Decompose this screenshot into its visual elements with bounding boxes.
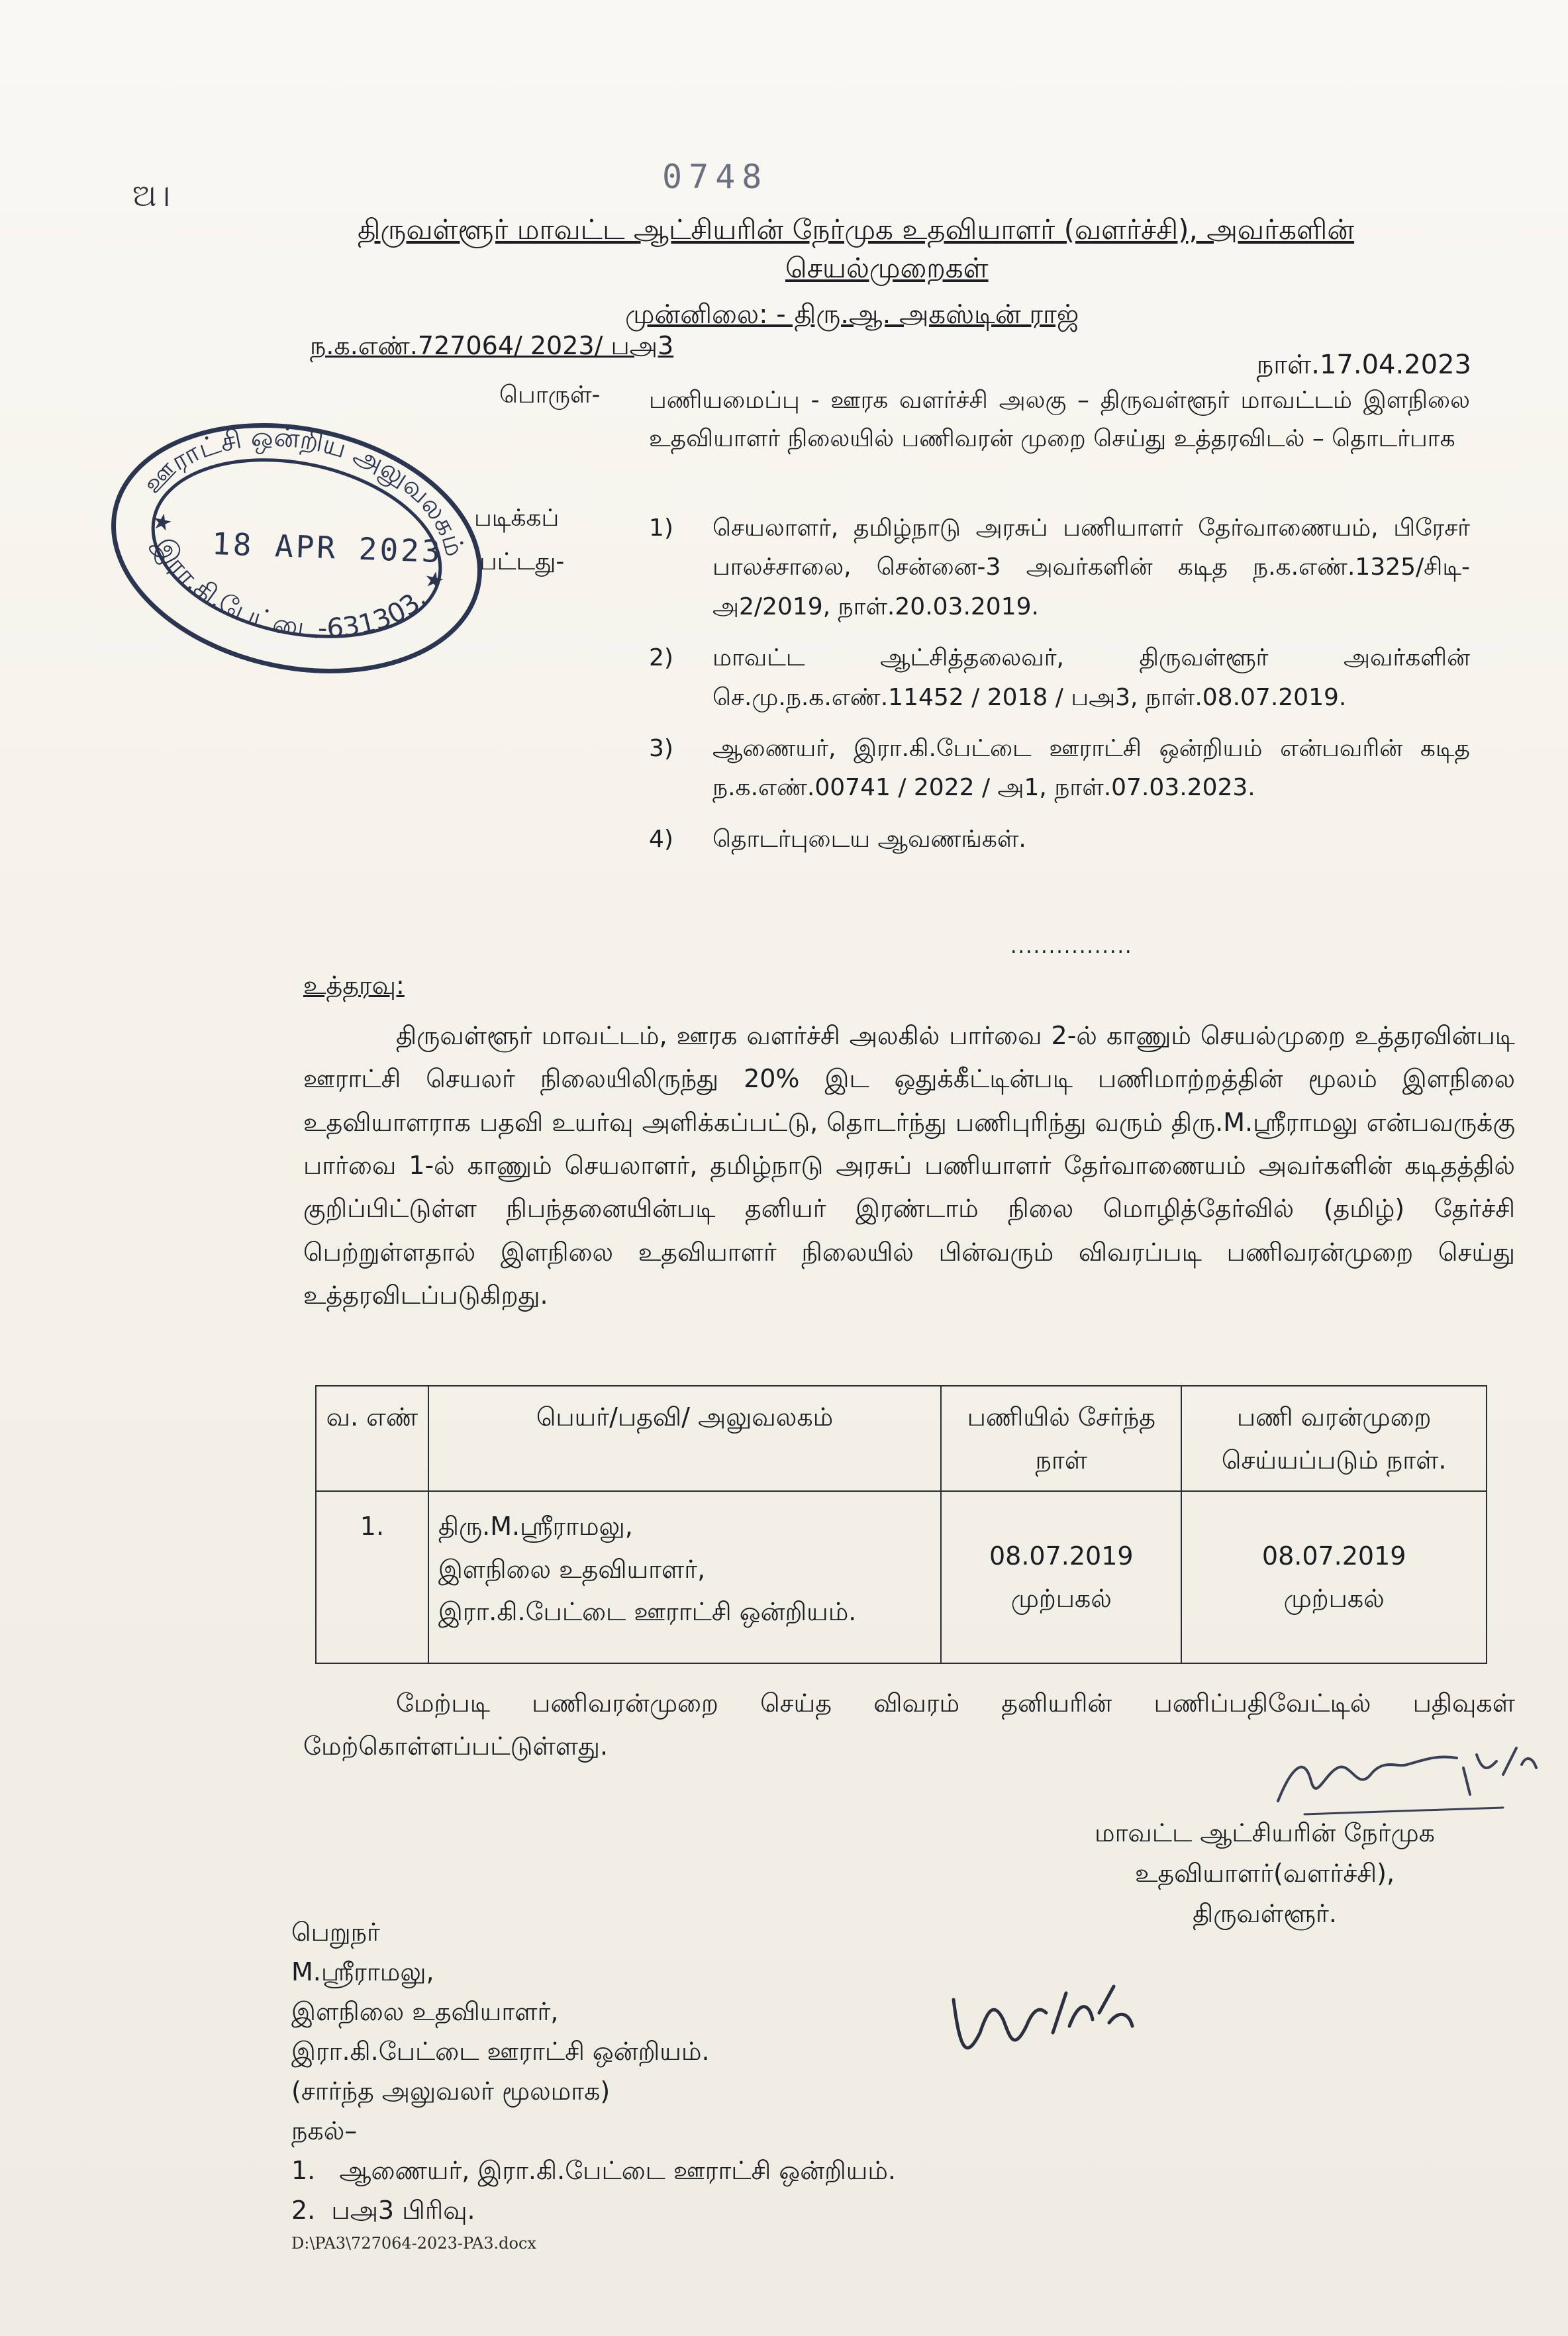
row-regularisation-cell [1181, 1491, 1487, 1663]
reference-label-2: பட்டது- [479, 548, 565, 575]
header-presence: முன்னிலை: - திரு.ஆ. அகஸ்டின் ராஜ் [625, 299, 1079, 330]
recipient-designation: இளநிலை உதவியாளர், [291, 1997, 559, 2027]
recipient-office: இரா.கி.பேட்டை ஊராட்சி ஒன்றியம். [291, 2037, 710, 2067]
row-join-session: முற்பகல் [1010, 1584, 1112, 1614]
reference-text: ஆணையர், இரா.கி.பேட்டை ஊராட்சி ஒன்றியம் என்பவரின் கடித ந.க.எண்.00741 / 2022 / அ1, நாள்.07.03.2023. [712, 734, 1470, 802]
header-proceedings: செயல்முறைகள் [785, 252, 989, 284]
seal-star-icon: ★ [149, 507, 175, 538]
table-row [316, 1491, 1487, 1663]
order-body: திருவள்ளூர் மாவட்டம், ஊரக வளர்ச்சி அலகில் பார்வை 2-ல் காணும் செயல்முறை உத்தரவின்படி ஊராட்சி செயலர் நிலையிலிருந்து 20% இட ஒதுக்கீட்டின்படி பணிமாற்றத்தின் மூலம் இளநிலை உதவியாளராக பதவி உயர்வு அளிக்கப்பட்டு, தொடர்ந்து பணிபுரிந்து வரும் திரு.M.ஸ்ரீராமலு என்பவருக்கு பார்வை 1-ல் காணும் செயலாளர், தமிழ்நாடு அரசுப் பணியாளர் தேர்வாணையம் அவர்களின் கடிதத்தில் குறிப்பிட்டுள்ள நிபந்தனையின்படி தனியர் இரண்டாம் நிலை மொழித்தேர்வில் (தமிழ்) தேர்ச்சி பெற்றுள்ளதால் இளநிலை உதவியாளர் நிலையில் பின்வரும் விவரப்படி பணிவரன்முறை செய்து உத்தரவிடப்படுகிறது. [303, 1021, 1515, 1310]
table-header-join-date: பணியில் சேர்ந்த நாள் [941, 1386, 1181, 1491]
seal-top-text: ஊராட்சி ஒன்றிய அலுவலகம் [137, 422, 471, 560]
table-header-sno: வ. எண் [316, 1386, 428, 1491]
handwritten-signature [1265, 1728, 1543, 1834]
document-date: நாள்.17.04.2023 [1256, 350, 1471, 380]
table-header-row [316, 1386, 1487, 1491]
reference-label: படிக்கப் [474, 505, 560, 532]
copy-item: 2. பஅ3 பிரிவு. [291, 2196, 475, 2225]
reference-item [649, 509, 1470, 626]
row-sno: 1. [316, 1491, 428, 1663]
handwritten-initials [940, 1973, 1139, 2086]
row-office: இரா.கி.பேட்டை ஊராட்சி ஒன்றியம். [438, 1597, 857, 1627]
signatory-designation: உதவியாளர்(வளர்ச்சி), [1134, 1858, 1395, 1888]
seal-star-icon: ★ [421, 565, 447, 595]
row-designation: இளநிலை உதவியாளர், [438, 1554, 706, 1584]
record-entry-note: மேற்படி பணிவரன்முறை செய்த விவரம் தனியரின் பணிப்பதிவேட்டில் பதிவுகள் மேற்கொள்ளப்பட்டுள்ளது. [303, 1688, 1515, 1761]
reference-number-label: 2) [649, 644, 673, 672]
regularisation-table [315, 1385, 1487, 1664]
header-office: திருவள்ளூர் மாவட்ட ஆட்சியரின் நேர்முக உதவியாளர் (வளர்ச்சி), அவர்களின் [358, 213, 1355, 246]
signatory-title: மாவட்ட ஆட்சியரின் நேர்முக [1094, 1818, 1435, 1847]
file-path-footer: D:\PA3\727064-2023-PA3.docx [291, 2234, 536, 2253]
separator-dots: ................ [1010, 935, 1133, 958]
reference-item [649, 638, 1470, 717]
signatory-place: திருவள்ளூர். [1193, 1898, 1337, 1928]
reference-item [649, 729, 1470, 808]
row-join-date: 08.07.2019 [989, 1541, 1134, 1571]
reference-text: செயலாளர், தமிழ்நாடு அரசுப் பணியாளர் தேர்வாணையம், பிரேசர் பாலச்சாலை, சென்னை-3 அவர்களின் கடித ந.க.எண்.1325/சிடி-அ2/2019, நாள்.20.03.2019. [712, 514, 1470, 620]
row-regularisation-session: முற்பகல் [1283, 1584, 1385, 1614]
seal-date: 18 APR 2023 [211, 525, 444, 570]
reference-number-label: 3) [649, 734, 673, 762]
reference-item [649, 820, 1470, 859]
copy-item: 1. ஆணையர், இரா.கி.பேட்டை ஊராட்சி ஒன்றியம். [291, 2156, 897, 2186]
recipient-via: (சார்ந்த அலுவலர் மூலமாக) [291, 2076, 611, 2106]
table-header-regularisation-date: பணி வரன்முறை செய்யப்படும் நாள். [1181, 1386, 1487, 1491]
seal-bottom-text: இரா.கி.பேட்டை-631303. [148, 532, 432, 645]
subject-label: பொருள்- [499, 381, 601, 409]
reference-list [649, 509, 1470, 871]
recipient-name: M.ஸ்ரீராமலு, [291, 1957, 434, 1987]
row-name: திரு.M.ஸ்ரீராமலு, [438, 1512, 633, 1541]
subject-text: பணியமைப்பு - ஊரக வளர்ச்சி அலகு – திருவள்ளூர் மாவட்டம் இளநிலை உதவியாளர் நிலையில் பணிவரன் முறை செய்து உத்தரவிடல் – தொடர்பாக [649, 387, 1470, 452]
order-heading: உத்தரவு: [303, 971, 405, 1000]
copy-label: நகல்– [291, 2116, 358, 2146]
reference-text: தொடர்புடைய ஆவணங்கள். [712, 825, 1026, 853]
row-join-cell [941, 1491, 1181, 1663]
row-name-cell [428, 1491, 941, 1663]
inward-stamp-number: 0748 [662, 158, 769, 196]
recipient-label: பெறுநர் [291, 1918, 380, 1947]
reference-number-label: 4) [649, 825, 673, 853]
reference-number-label: 1) [649, 514, 673, 542]
reference-text: மாவட்ட ஆட்சித்தலைவர், திருவள்ளூர் அவர்களின் செ.மு.ந.க.எண்.11452 / 2018 / பஅ3, நாள்.08.07.2019. [712, 644, 1470, 711]
table-header-name: பெயர்/பதவி/ அலுவலகம் [428, 1386, 941, 1491]
reference-number: ந.க.எண்.727064/ 2023/ பஅ3 [310, 331, 674, 360]
row-regularisation-date: 08.07.2019 [1261, 1541, 1406, 1571]
margin-mark: ଅ। [132, 177, 170, 213]
recipient-block [291, 1912, 896, 2230]
